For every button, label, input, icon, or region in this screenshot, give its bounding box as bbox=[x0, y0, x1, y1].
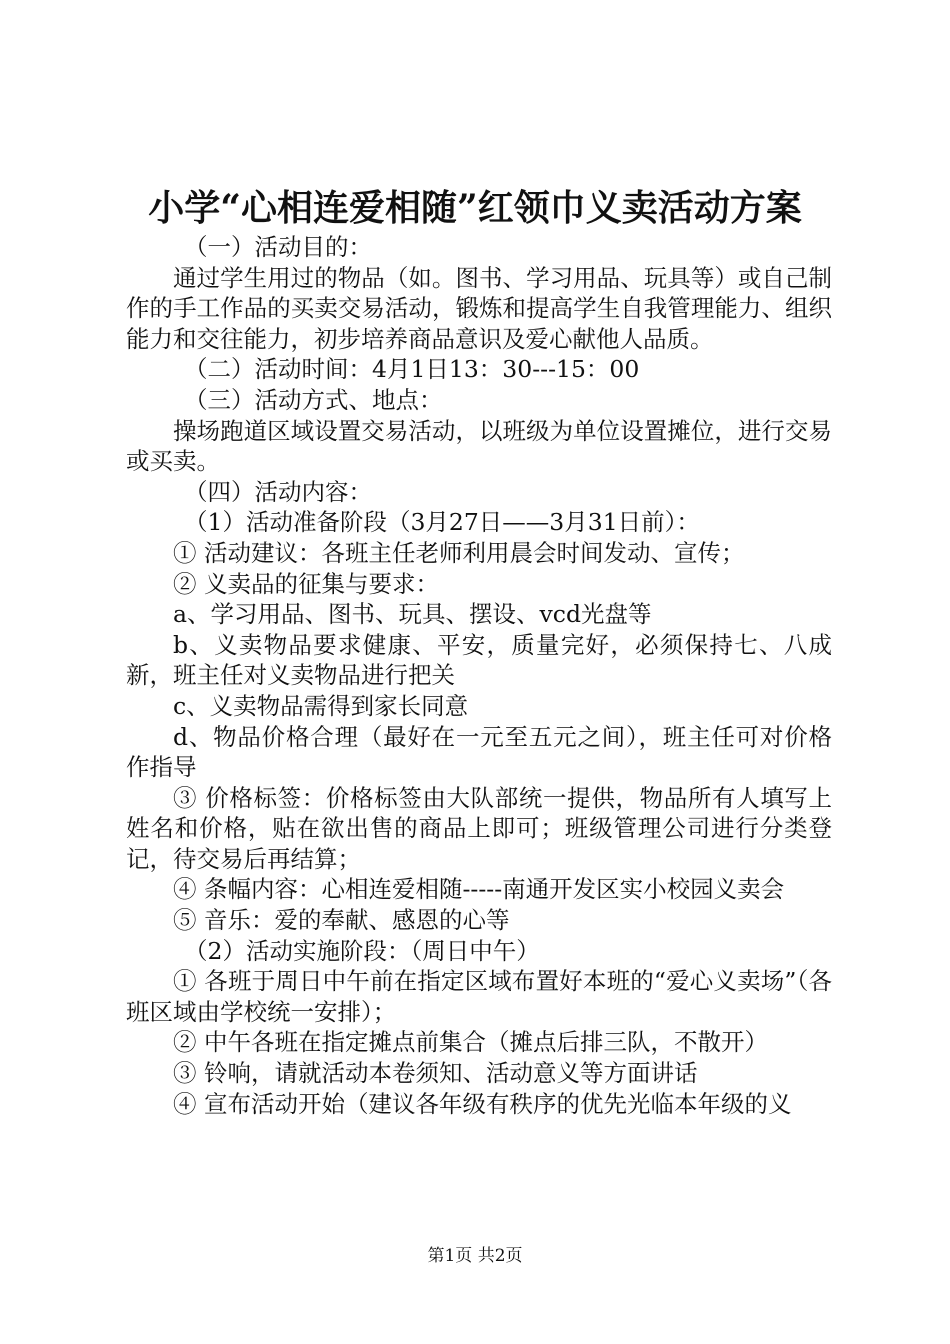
section-heading-purpose: （一）活动目的： bbox=[184, 233, 372, 261]
page-footer: 第1页 共2页 bbox=[427, 1246, 523, 1266]
list-item: d、物品价格合理（最好在一元至五元之间），班主任可对价格作指导 bbox=[126, 722, 832, 782]
section-heading-content: （四）活动内容： bbox=[184, 477, 372, 506]
list-item: ③ 铃响，请就活动本卷须知、活动意义等方面讲话 bbox=[173, 1059, 698, 1088]
section-heading-method: （三）活动方式、地点： bbox=[184, 385, 443, 414]
list-item: c、义卖物品需得到家长同意 bbox=[173, 691, 469, 720]
list-item: ④ 条幅内容：心相连爱相随-----南通开发区实小校园义卖会 bbox=[173, 875, 785, 904]
section-heading-time: （二）活动时间：4月1日13：30---15：00 bbox=[184, 355, 640, 384]
document-body bbox=[126, 232, 832, 1119]
list-item: ③ 价格标签：价格标签由大队部统一提供，物品所有人填写上姓名和价格，贴在欲出售的商品上即可；班级管理公司进行分类登记，待交易后再结算； bbox=[126, 783, 832, 873]
subsection-preparation: （1）活动准备阶段（3月27日——3月31日前）： bbox=[184, 508, 700, 537]
list-item: ④ 宣布活动开始（建议各年级有秩序的优先光临本年级的义 bbox=[173, 1089, 792, 1118]
list-item: ⑤ 音乐：爱的奉献、感恩的心等 bbox=[173, 906, 510, 935]
list-item: ① 各班于周日中午前在指定区域布置好本班的“爱心义卖场”（各班区域由学校统一安排）； bbox=[126, 967, 832, 1026]
list-item: ① 活动建议：各班主任老师利用晨会时间发动、宣传； bbox=[173, 538, 745, 567]
list-item: ② 中午各班在指定摊点前集合（摊点后排三队，不散开） bbox=[173, 1028, 768, 1057]
list-item: a、学习用品、图书、玩具、摆设、vcd光盘等 bbox=[173, 600, 652, 629]
paragraph-purpose: 通过学生用过的物品（如。图书、学习用品、玩具等）或自己制作的手工作品的买卖交易活动，锻炼和提高学生自我管理能力、组织能力和交往能力，初步培养商品意识及爱心献他人品质。 bbox=[126, 263, 832, 353]
subsection-implementation: （2）活动实施阶段：（周日中午） bbox=[184, 936, 540, 965]
document-title: 小学“心相连爱相随”红领巾义卖活动方案 bbox=[148, 187, 802, 229]
list-item: b、义卖物品要求健康、平安，质量完好，必须保持七、八成新，班主任对义卖物品进行把关 bbox=[126, 630, 832, 690]
list-item: ② 义卖品的征集与要求： bbox=[173, 569, 439, 598]
paragraph-method: 操场跑道区域设置交易活动，以班级为单位设置摊位，进行交易或买卖。 bbox=[126, 416, 832, 476]
